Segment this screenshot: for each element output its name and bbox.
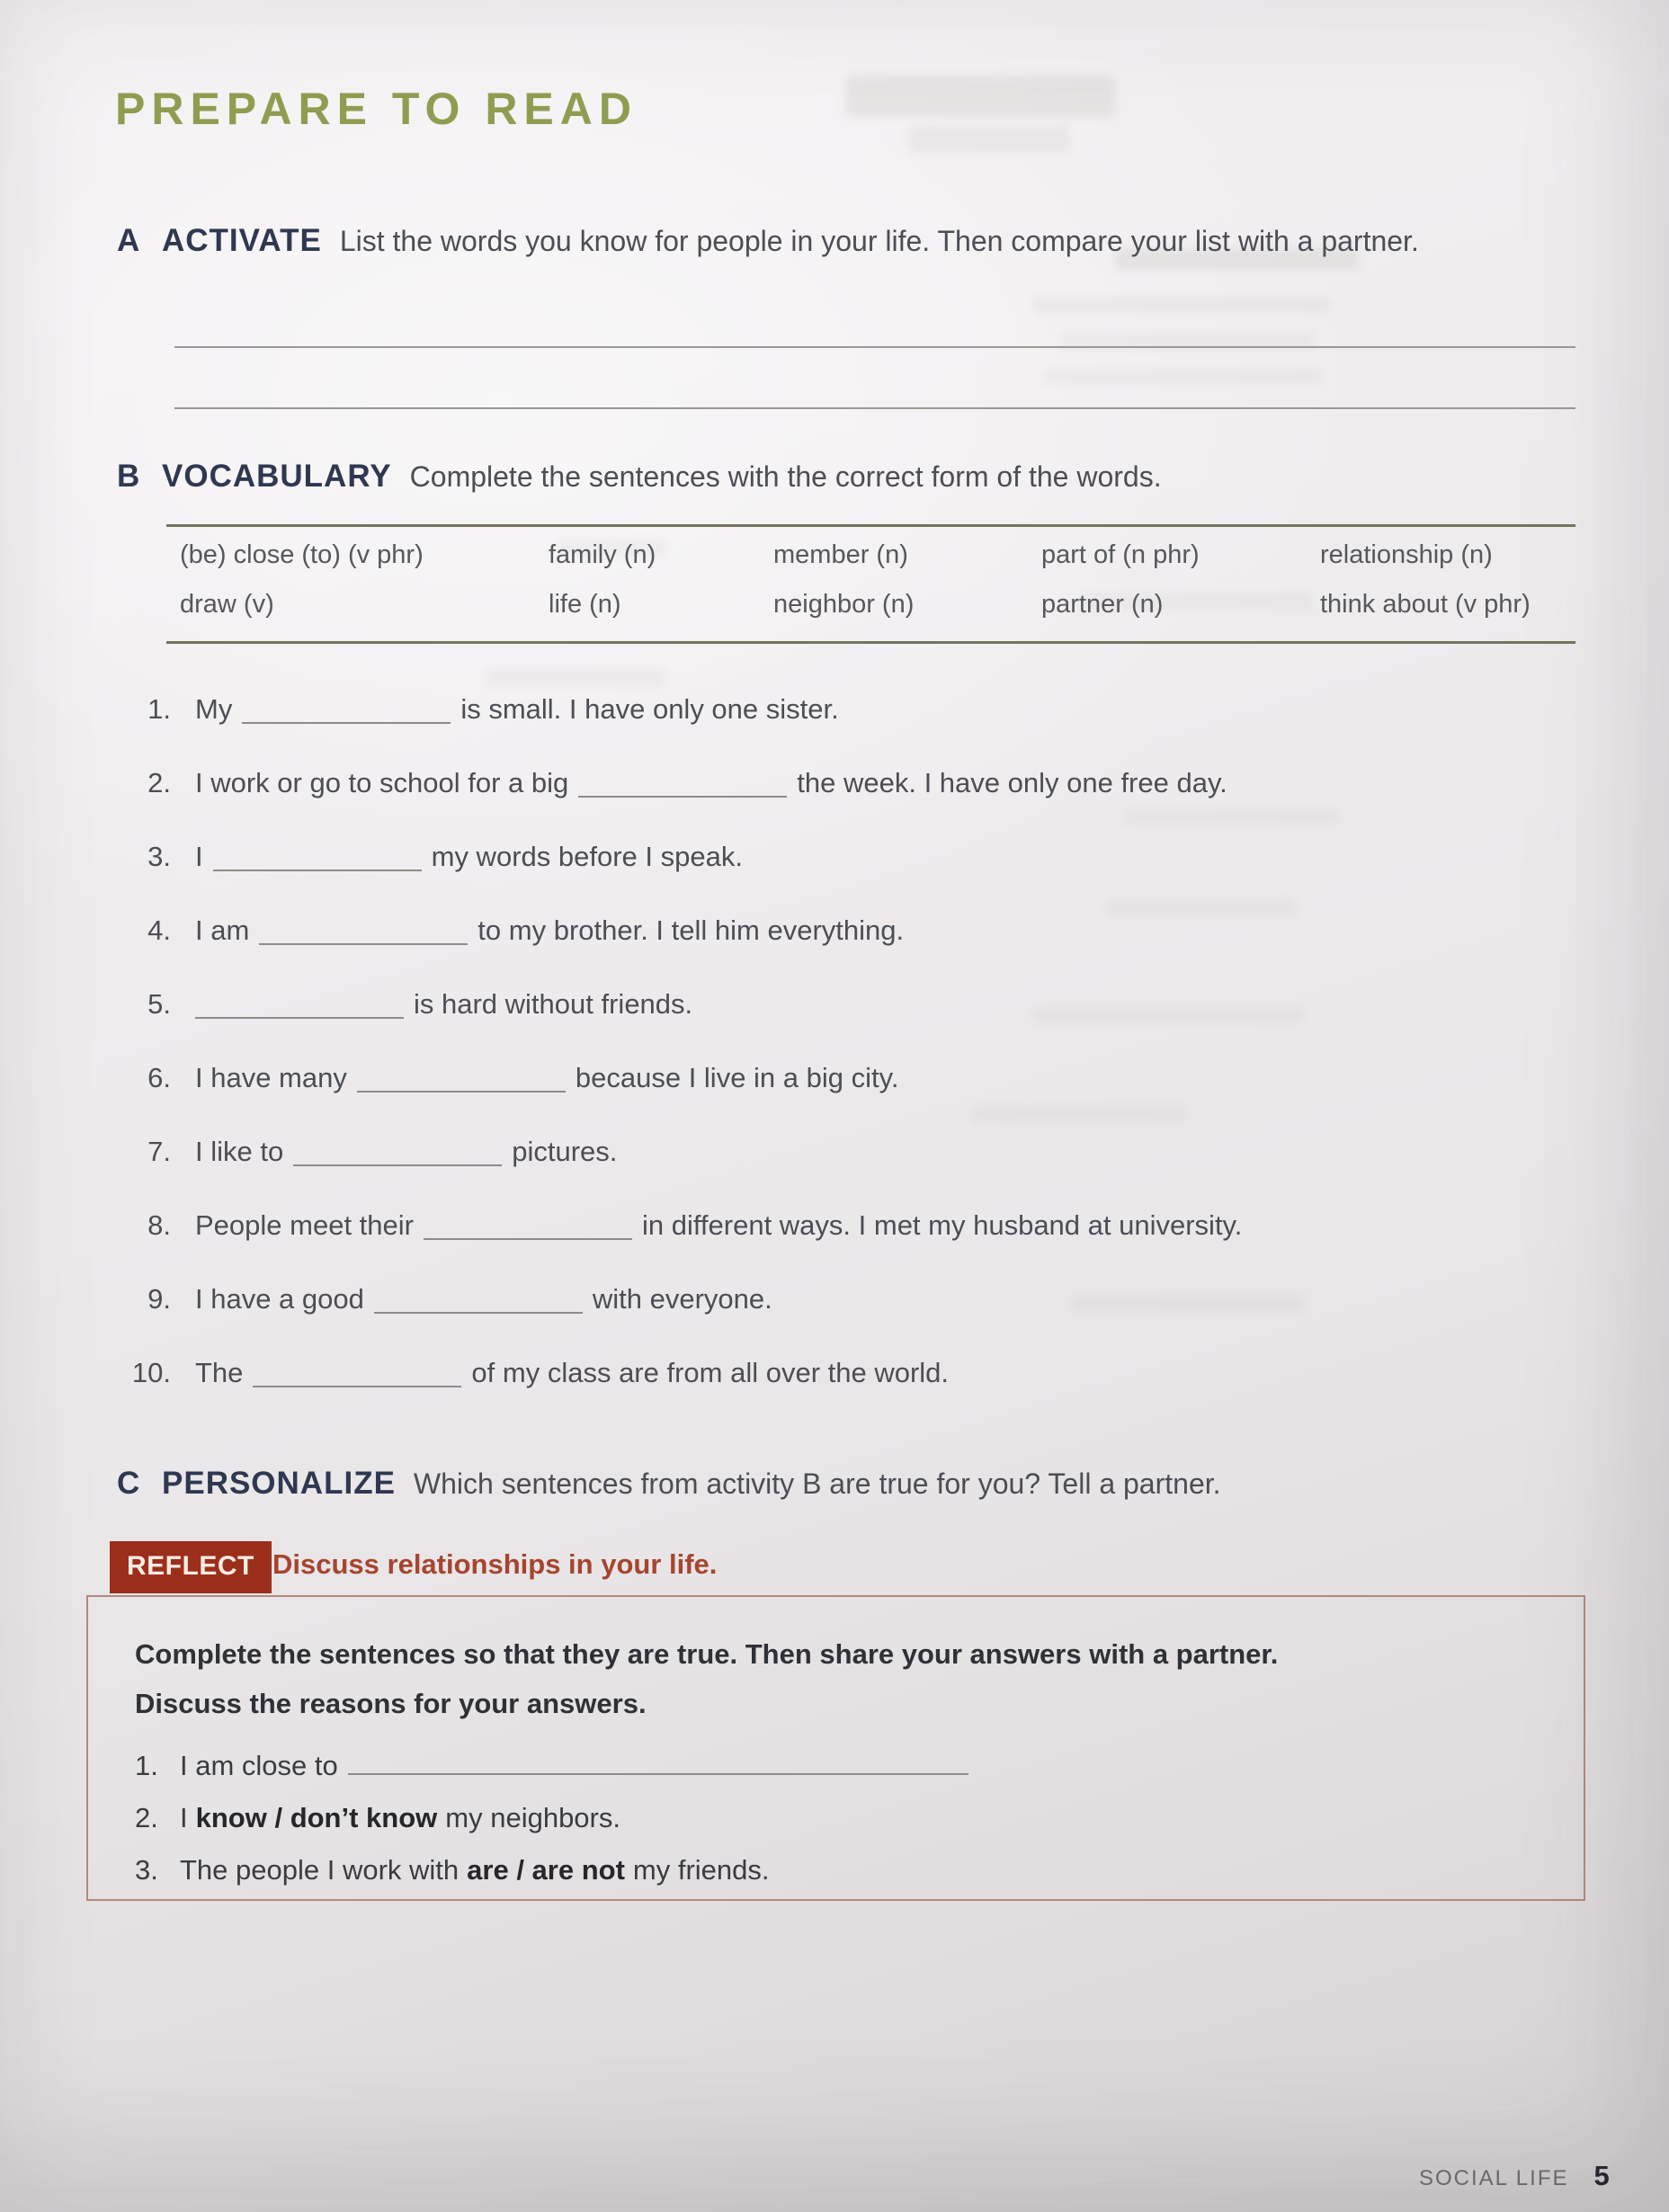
activity-a-body: [162, 216, 1542, 267]
vocab-item: [117, 691, 1242, 728]
activity-b-letter: B: [117, 459, 140, 494]
bleed-through-artifact: [845, 76, 1115, 117]
answer-line: [174, 346, 1575, 348]
item-number: 3.: [147, 841, 171, 872]
vocab-word: partner (n): [1041, 590, 1164, 619]
reflect-box: [86, 1595, 1585, 1901]
activity-a-instruction: List the words you know for people in your life. Then compare your list with a partner.: [339, 225, 1419, 257]
activity-c-body: [162, 1458, 1542, 1510]
vocab-item: [117, 986, 1242, 1023]
reflect-tagline: Discuss relationships in your life.: [272, 1548, 718, 1580]
item-text: is hard without friends.: [195, 986, 692, 1023]
item-number: 1.: [135, 1750, 158, 1781]
vocab-item: [117, 1059, 1242, 1097]
page-title: PREPARE TO READ: [115, 84, 638, 134]
vocab-items: [117, 691, 1242, 1428]
vocab-item: [117, 1133, 1242, 1171]
fill-blank: [357, 1064, 566, 1093]
bleed-through-artifact: [908, 126, 1070, 153]
item-text: I have many because I live in a big city.: [195, 1062, 899, 1093]
item-number: 10.: [131, 1357, 171, 1388]
fill-blank: [424, 1211, 632, 1240]
item-number: 5.: [147, 988, 171, 1020]
activity-c: [117, 1458, 1542, 1510]
item-number: 4.: [147, 914, 171, 946]
fill-blank: [259, 916, 468, 945]
activity-c-instruction: Which sentences from activity B are true for you? Tell a partner.: [413, 1467, 1221, 1500]
fill-blank: [348, 1746, 968, 1775]
answer-line: [174, 407, 1575, 409]
vocab-item: [117, 1354, 1242, 1392]
activity-a: [117, 216, 1542, 267]
vocab-item: [117, 1207, 1242, 1244]
vocab-word: think about (v phr): [1320, 590, 1531, 619]
page-footer: [1419, 2160, 1610, 2192]
vocab-item: [117, 764, 1242, 802]
item-text: I like to pictures.: [195, 1136, 618, 1167]
vocab-word: relationship (n): [1320, 540, 1493, 569]
reflect-item: 2. I know / don’t know my neighbors.: [135, 1799, 1548, 1837]
vocab-item: [117, 912, 1242, 950]
activity-b-instruction: Complete the sentences with the correct form of the words.: [409, 460, 1162, 493]
item-text: People meet their in different ways. I met my husband at university.: [195, 1209, 1243, 1241]
vocab-word: part of (n phr): [1041, 540, 1200, 569]
vocab-word: (be) close (to) (v phr): [180, 540, 424, 569]
vocab-word: neighbor (n): [773, 590, 915, 619]
item-number: 6.: [147, 1062, 171, 1093]
fill-blank: [578, 769, 787, 798]
fill-blank: [293, 1137, 502, 1166]
vocab-word: member (n): [773, 540, 908, 569]
vocab-item: [117, 838, 1242, 876]
item-text: The of my class are from all over the world.: [195, 1357, 950, 1388]
bleed-through-artifact: [1043, 369, 1322, 385]
activity-b: [117, 451, 1542, 503]
activity-b-body: [162, 451, 1542, 503]
activity-b-heading: VOCABULARY: [162, 459, 392, 494]
vocab-word-box: [166, 524, 1575, 644]
item-text: My is small. I have only one sister.: [195, 693, 839, 725]
activity-a-heading: ACTIVATE: [162, 223, 322, 258]
footer-section-label: SOCIAL LIFE: [1419, 2166, 1569, 2190]
item-text: I am to my brother. I tell him everything.: [195, 914, 905, 946]
bleed-through-artifact: [1034, 297, 1331, 313]
fill-blank: [195, 990, 404, 1019]
fill-blank: [374, 1285, 583, 1314]
vocab-word: life (n): [549, 590, 621, 619]
item-number: 1.: [147, 693, 171, 725]
item-text: I work or go to school for a big the week. I have only one free day.: [195, 767, 1227, 798]
reflect-item: 1. I am close to: [135, 1746, 1548, 1785]
reflect-instruction: Complete the sentences so that they are true. Then share your answers with a partner. Discuss the reasons for your answers.: [135, 1638, 1279, 1719]
bleed-through-artifact: [486, 670, 665, 686]
item-text: I have a good with everyone.: [195, 1283, 772, 1315]
item-number: 3.: [135, 1854, 158, 1886]
fill-blank: [213, 843, 422, 871]
fill-blank: [242, 695, 451, 724]
activity-c-heading: PERSONALIZE: [162, 1466, 396, 1501]
activity-c-letter: C: [117, 1466, 140, 1501]
item-number: 9.: [147, 1283, 171, 1315]
item-number: 2.: [135, 1802, 158, 1833]
vocab-word: draw (v): [180, 590, 274, 619]
activity-a-letter: A: [117, 223, 140, 258]
vocab-item: [117, 1280, 1242, 1318]
fill-blank: [253, 1359, 461, 1387]
vocab-word: family (n): [549, 540, 656, 569]
item-number: 7.: [147, 1136, 171, 1167]
item-number: 2.: [147, 767, 171, 798]
item-number: 8.: [147, 1209, 171, 1241]
reflect-label: REFLECT: [110, 1541, 272, 1593]
footer-page-number: 5: [1593, 2160, 1610, 2191]
reflect-item: 3. The people I work with are / are not my friends.: [135, 1851, 1548, 1889]
item-text: I my words before I speak.: [195, 841, 743, 872]
